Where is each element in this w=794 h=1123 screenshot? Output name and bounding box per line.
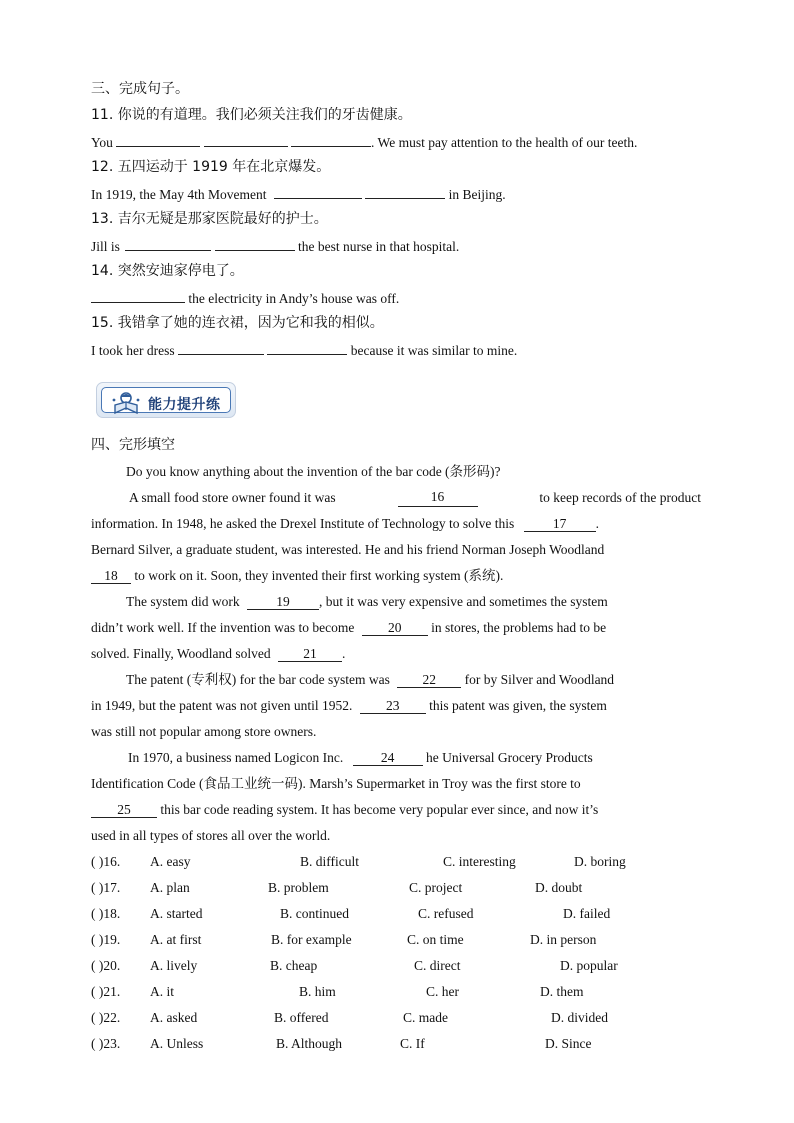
q12-start: In 1919, the May 4th Movement bbox=[91, 187, 267, 202]
blank-19[interactable]: 19 bbox=[247, 594, 319, 610]
option-d[interactable]: D. them bbox=[540, 984, 584, 999]
option-b[interactable]: B. him bbox=[299, 984, 336, 999]
answer-bracket-18[interactable]: ( )18. bbox=[91, 906, 121, 921]
passage-line-6 bbox=[126, 593, 608, 611]
option-b[interactable]: B. for example bbox=[271, 932, 352, 947]
q11-chinese: 11. 你说的有道理。我们必须关注我们的牙齿健康。 bbox=[91, 107, 412, 123]
q12-chinese: 12. 五四运动于 1919 年在北京爆发。 bbox=[91, 159, 331, 175]
answer-bracket-20[interactable]: ( )20. bbox=[91, 958, 121, 973]
option-d[interactable]: D. in person bbox=[530, 932, 597, 947]
q13-english bbox=[91, 236, 459, 256]
passage-text: The patent (专利权) for the bar code system was bbox=[126, 672, 390, 687]
blank-20[interactable]: 20 bbox=[362, 620, 428, 636]
passage-line-5 bbox=[91, 567, 503, 585]
q11-blank-2[interactable] bbox=[204, 132, 288, 147]
q13-blank-1[interactable] bbox=[125, 236, 211, 251]
blank-18[interactable]: 18 bbox=[91, 568, 131, 584]
passage-line-1: Do you know anything about the invention of the bar code (条形码)? bbox=[126, 464, 501, 479]
badge-frame bbox=[101, 387, 231, 413]
option-a[interactable]: A. at first bbox=[150, 932, 202, 947]
passage-line-14 bbox=[91, 801, 598, 819]
option-a[interactable]: A. started bbox=[150, 906, 203, 921]
passage-text: in 1949, but the patent was not given until 1952. bbox=[91, 698, 353, 713]
option-c[interactable]: C. If bbox=[400, 1036, 425, 1051]
option-b[interactable]: B. continued bbox=[280, 906, 349, 921]
q12-english bbox=[91, 184, 506, 204]
option-d[interactable]: D. boring bbox=[574, 854, 626, 869]
passage-text: information. In 1948, he asked the Drexel Institute of Technology to solve this bbox=[91, 516, 515, 531]
answer-bracket-21[interactable]: ( )21. bbox=[91, 984, 121, 999]
blank-17[interactable]: 17 bbox=[524, 516, 596, 532]
q15-blank-1[interactable] bbox=[178, 340, 264, 355]
answer-bracket-16[interactable]: ( )16. bbox=[91, 854, 121, 869]
option-b[interactable]: B. difficult bbox=[300, 854, 359, 869]
blank-23[interactable]: 23 bbox=[360, 698, 426, 714]
option-b[interactable]: B. offered bbox=[274, 1010, 329, 1025]
q13-start: Jill is bbox=[91, 239, 120, 254]
q15-start: I took her dress bbox=[91, 343, 175, 358]
passage-text: , but it was very expensive and sometimes the system bbox=[319, 594, 608, 609]
q11-blank-3[interactable] bbox=[291, 132, 371, 147]
passage-text: . bbox=[595, 516, 599, 531]
passage-text: A small food store owner found it was bbox=[129, 490, 336, 505]
q13-chinese: 13. 吉尔无疑是那家医院最好的护士。 bbox=[91, 211, 328, 227]
passage-text: to work on it. Soon, they invented their first working system (系统). bbox=[134, 568, 504, 583]
passage-line-11: was still not popular among store owners. bbox=[91, 724, 317, 739]
passage-text: solved. Finally, Woodland solved bbox=[91, 646, 271, 661]
student-reading-icon bbox=[111, 391, 141, 415]
passage-line-4: Bernard Silver, a graduate student, was interested. He and his friend Norman Joseph Woodland bbox=[91, 542, 605, 557]
q14-blank-1[interactable] bbox=[91, 288, 185, 303]
passage-text: . bbox=[342, 646, 346, 661]
option-a[interactable]: A. Unless bbox=[150, 1036, 204, 1051]
blank-21[interactable]: 21 bbox=[278, 646, 342, 662]
answer-bracket-22[interactable]: ( )22. bbox=[91, 1010, 121, 1025]
option-c[interactable]: C. project bbox=[409, 880, 463, 895]
blank-22[interactable]: 22 bbox=[397, 672, 461, 688]
passage-text: he Universal Grocery Products bbox=[425, 750, 593, 765]
answer-bracket-19[interactable]: ( )19. bbox=[91, 932, 121, 947]
ability-practice-badge bbox=[96, 382, 236, 418]
blank-24[interactable]: 24 bbox=[353, 750, 423, 766]
badge-label: 能力提升练 bbox=[148, 397, 221, 413]
option-a[interactable]: A. easy bbox=[150, 854, 191, 869]
q11-english bbox=[91, 132, 637, 152]
option-a[interactable]: A. lively bbox=[150, 958, 198, 973]
passage-line-10 bbox=[91, 697, 607, 715]
passage-line-8 bbox=[91, 645, 345, 663]
q12-blank-1[interactable] bbox=[274, 184, 362, 199]
passage-line-7 bbox=[91, 619, 606, 637]
passage-text: this patent was given, the system bbox=[429, 698, 607, 713]
q15-blank-2[interactable] bbox=[267, 340, 347, 355]
passage-line-13: Identification Code (食品工业统一码). Marsh’s Supermarket in Troy was the first store to bbox=[91, 776, 581, 791]
q12-blank-2[interactable] bbox=[365, 184, 445, 199]
blank-25[interactable]: 25 bbox=[91, 802, 157, 818]
option-a[interactable]: A. it bbox=[150, 984, 175, 999]
option-c[interactable]: C. her bbox=[426, 984, 459, 999]
option-d[interactable]: D. doubt bbox=[535, 880, 583, 895]
passage-text: didn’t work well. If the invention was to become bbox=[91, 620, 355, 635]
passage-line-3 bbox=[91, 515, 599, 533]
section-4-heading: 四、完形填空 bbox=[91, 437, 175, 453]
option-d[interactable]: D. popular bbox=[560, 958, 618, 973]
option-d[interactable]: D. divided bbox=[551, 1010, 608, 1025]
q14-english bbox=[91, 288, 399, 308]
passage-text: this bar code reading system. It has become very popular ever since, and now it’s bbox=[160, 802, 599, 817]
option-c[interactable]: C. direct bbox=[414, 958, 461, 973]
option-a[interactable]: A. asked bbox=[150, 1010, 198, 1025]
option-a[interactable]: A. plan bbox=[150, 880, 190, 895]
section-3-heading: 三、完成句子。 bbox=[91, 81, 189, 97]
q11-end: . We must pay attention to the health of our teeth. bbox=[371, 135, 638, 150]
option-c[interactable]: C. refused bbox=[418, 906, 474, 921]
q13-blank-2[interactable] bbox=[215, 236, 295, 251]
option-d[interactable]: D. Since bbox=[545, 1036, 592, 1051]
q14-chinese: 14. 突然安迪家停电了。 bbox=[91, 263, 244, 279]
passage-text: for by Silver and Woodland bbox=[464, 672, 615, 687]
passage-line-15: used in all types of stores all over the world. bbox=[91, 828, 331, 843]
q15-english bbox=[91, 340, 517, 360]
q14-end: the electricity in Andy’s house was off. bbox=[188, 291, 400, 306]
q11-start: You bbox=[91, 135, 113, 150]
option-c[interactable]: C. on time bbox=[407, 932, 464, 947]
answer-bracket-23[interactable]: ( )23. bbox=[91, 1036, 121, 1051]
passage-text: The system did work bbox=[126, 594, 240, 609]
option-b[interactable]: B. Although bbox=[276, 1036, 343, 1051]
blank-16[interactable]: 16 bbox=[398, 489, 478, 507]
option-b[interactable]: B. cheap bbox=[270, 958, 318, 973]
option-b[interactable]: B. problem bbox=[268, 880, 329, 895]
option-c[interactable]: C. interesting bbox=[443, 854, 516, 869]
passage-text: In 1970, a business named Logicon Inc. bbox=[128, 750, 344, 765]
q15-end: because it was similar to mine. bbox=[350, 343, 518, 358]
passage-text: to keep records of the product bbox=[539, 490, 701, 505]
q15-chinese: 15. 我错拿了她的连衣裙，因为它和我的相似。 bbox=[91, 315, 384, 331]
q13-end: the best nurse in that hospital. bbox=[298, 239, 460, 254]
passage-line-12 bbox=[128, 749, 593, 767]
q11-blank-1[interactable] bbox=[116, 132, 200, 147]
passage-line-2 bbox=[91, 489, 701, 507]
option-c[interactable]: C. made bbox=[403, 1010, 448, 1025]
q12-end: in Beijing. bbox=[448, 187, 506, 202]
passage-line-9 bbox=[126, 671, 614, 689]
passage-text: in stores, the problems had to be bbox=[431, 620, 607, 635]
answer-bracket-17[interactable]: ( )17. bbox=[91, 880, 121, 895]
option-d[interactable]: D. failed bbox=[563, 906, 611, 921]
